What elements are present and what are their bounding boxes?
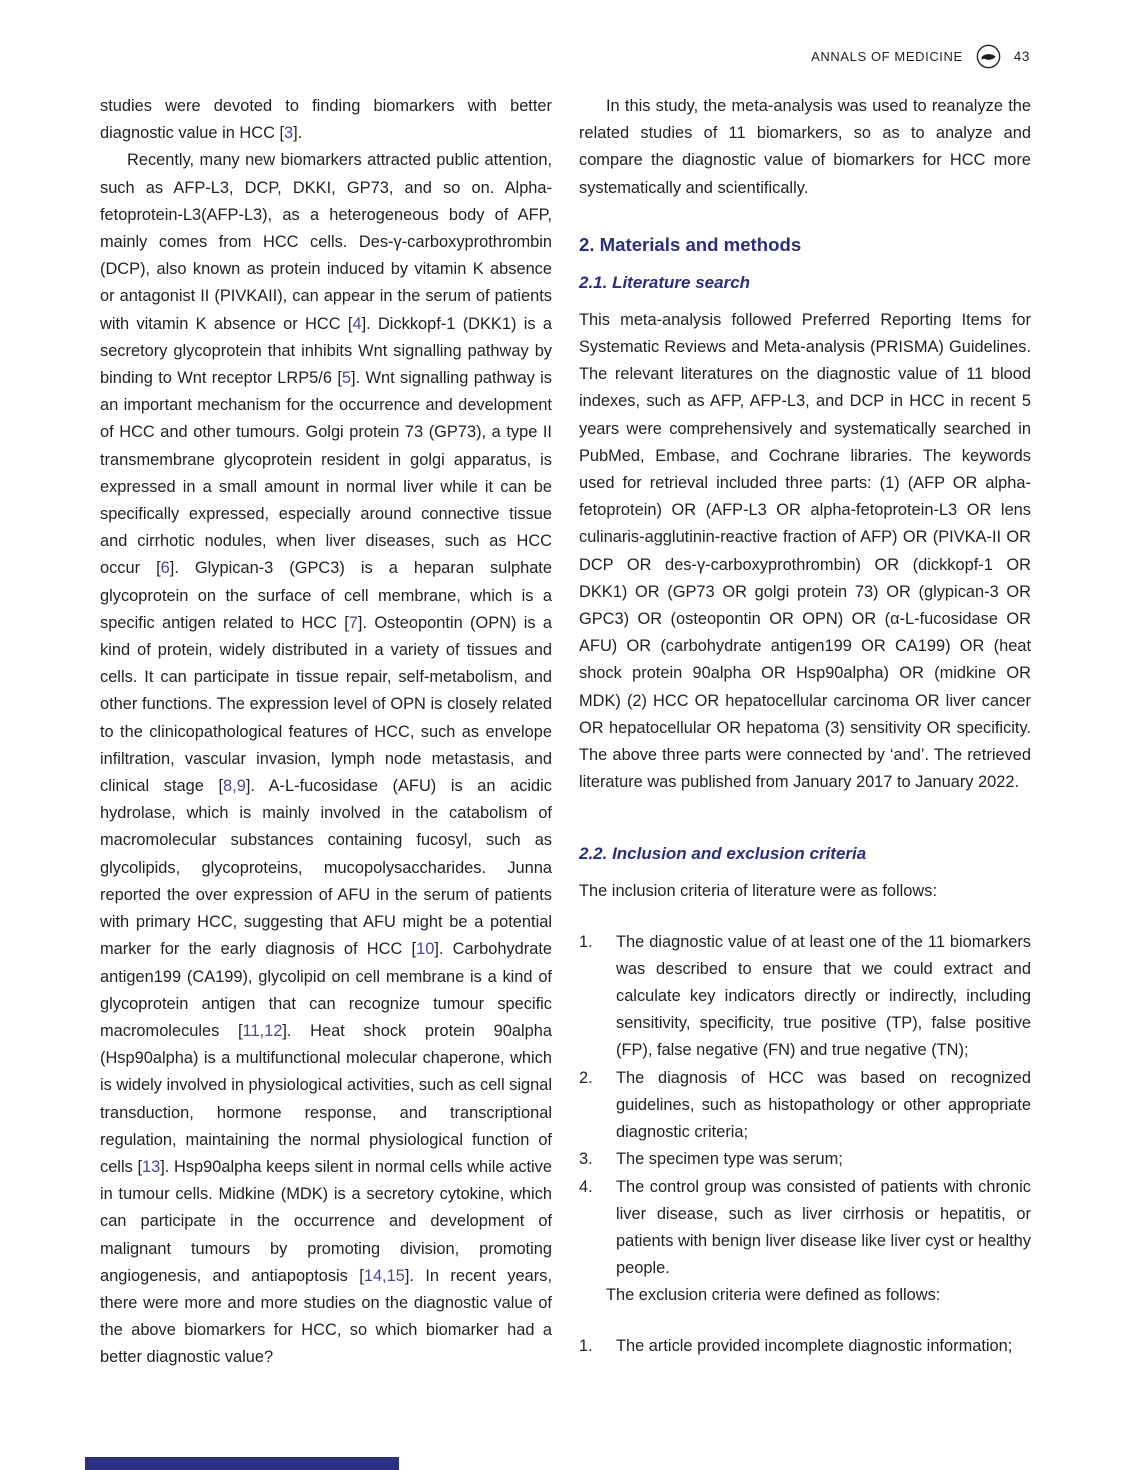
list-item xyxy=(579,1065,1031,1147)
left-column xyxy=(100,93,552,1372)
paragraph-study-aim: In this study, the meta-analysis was used to reanalyze the related studies of 11 biomarkers, so as to analyze and compare the diagnostic value of biomarkers for HCC more systematically and scientifically. xyxy=(579,97,1031,197)
citation-ref[interactable]: 7 xyxy=(348,613,358,632)
list-item-text: The diagnosis of HCC was based on recognized guidelines, such as histopathology or other appropriate diagnostic criteria; xyxy=(616,1068,1031,1142)
list-item-number: 1. xyxy=(579,1336,593,1355)
journal-name: ANNALS OF MEDICINE xyxy=(811,49,963,64)
citation-ref[interactable]: 10 xyxy=(416,940,435,959)
taylor-francis-logo-icon xyxy=(976,44,1001,69)
list-item-text: The article provided incomplete diagnostic information; xyxy=(616,1336,1013,1355)
list-item xyxy=(579,1146,1031,1173)
paragraph-inclusion-intro: The inclusion criteria of literature were as follows: xyxy=(579,882,938,901)
page-number: 43 xyxy=(1013,49,1030,64)
section-heading-materials-methods: 2. Materials and methods xyxy=(579,233,802,255)
citation-ref[interactable]: 3 xyxy=(284,124,294,143)
citation-ref[interactable]: 5 xyxy=(341,369,352,388)
subsection-heading-literature-search: 2.1. Literature search xyxy=(579,272,751,292)
cutoff-bottom-blue-bar xyxy=(85,1457,399,1470)
list-item-number: 2. xyxy=(579,1068,593,1087)
paragraph-literature-search: This meta-analysis followed Preferred Reporting Items for Systematic Reviews and Meta-analysis (PRISMA) Guidelines. The relevant literatures on the diagnostic value of 11 blood indexes, such as AFP, AFP-L3, and DCP in HCC in recent 5 years were comprehensively and systematically searched in PubMed, Embase, and Cochrane libraries. The keywords used for retrieval included three parts: (1) (AFP OR alpha-fetoprotein) OR (AFP-L3 OR alpha-fetoprotein-L3 OR lens culinaris-agglutinin-reactive fraction of AFP) OR (PIVKA-II OR DCP OR des-γ-carboxyprothrombin) OR (dickkopf-1 OR DKK1) OR (GP73 OR golgi protein 73) OR (glypican-3 OR GPC3) OR (osteopontin OR OPN) OR (α-L-fucosidase OR AFU) OR (carbohydrate antigen199 OR CA199) OR (heat shock protein 90alpha OR Hsp90alpha) OR (midkine OR MDK) (2) HCC OR hepatocellular carcinoma OR liver cancer OR hepatocellular OR hepatoma (3) sensitivity OR specificity. The above three parts were connected by ‘and’. The retrieved literature was published from January 2017 to January 2022. xyxy=(579,310,1031,792)
citation-ref[interactable]: 11,12 xyxy=(242,1021,283,1040)
exclusion-criteria-list xyxy=(579,1333,1031,1360)
list-item-text: The specimen type was serum; xyxy=(616,1150,843,1169)
citation-ref[interactable]: 13 xyxy=(142,1157,161,1176)
citation-ref[interactable]: 14,15 xyxy=(363,1266,405,1285)
right-column xyxy=(579,93,1031,1372)
paragraph-exclusion-intro: The exclusion criteria were defined as follows: xyxy=(606,1286,941,1305)
running-head xyxy=(100,44,1030,69)
list-item xyxy=(579,929,1031,1065)
list-item xyxy=(579,1333,1031,1360)
list-item-text: The control group was consisted of patients with chronic liver disease, such as liver cirrhosis or hepatitis, or patients with benign liver disease like liver cyst or healthy people. xyxy=(616,1177,1031,1278)
paragraph-intro-continuation: studies were devoted to finding biomarkers with better diagnostic value in HCC [3]. xyxy=(100,97,552,143)
subsection-heading-inclusion-exclusion: 2.2. Inclusion and exclusion criteria xyxy=(579,844,867,864)
list-item-number: 1. xyxy=(579,932,593,951)
list-item-number: 4. xyxy=(579,1177,593,1196)
citation-ref[interactable]: 6 xyxy=(160,559,170,578)
list-item xyxy=(579,1174,1031,1283)
paragraph-biomarkers-overview: Recently, many new biomarkers attracted public attention, such as AFP-L3, DCP, DKKI, GP73, and so on. Alpha-fetoprotein-L3(AFP-L3), as a heterogeneous body of AFP, mainly comes from HCC cells. Des-γ-carboxyprothrombin (DCP), also known as protein induced by vitamin K absence or antagonist II (PIVKAII), can appear in the serum of patients with vitamin K absence or HCC [4]. Dickkopf-1 (DKK1) is a secretory glycoprotein that inhibits Wnt signalling pathway by binding to Wnt receptor LRP5/6 [5]. Wnt signalling pathway is an important mechanism for the occurrence and development of HCC and other tumours. Golgi protein 73 (GP73), a type II transmembrane glycoprotein resident in golgi apparatus, is expressed in a small amount in normal liver while it can be specifically expressed, especially around connective tissue and cirrhotic nodules, when liver diseases, such as HCC occur [6]. Glypican-3 (GPC3) is a heparan sulphate glycoprotein on the surface of cell membrane, which is a specific antigen related to HCC [7]. Osteopontin (OPN) is a kind of protein, widely distributed in a variety of tissues and cells. It can participate in tissue repair, self-metabolism, and other functions. The expression level of OPN is closely related to the clinicopathological features of HCC, such as envelope infiltration, vascular invasion, lymph node metastasis, and clinical stage [8,9]. A-L-fucosidase (AFU) is an acidic hydrolase, which is mainly involved in the catabolism of macromolecular substances containing fucosyl, such as glycolipids, glycoproteins, mucopolysaccharides. Junna reported the over expression of AFU in the serum of patients with primary HCC, suggesting that AFU might be a potential marker for the early diagnosis of HCC [10]. Carbohydrate antigen199 (CA199), glycolipid on cell membrane is a kind of glycoprotein antigen that can recognize tumour specific macromolecules [11,12]. Heat shock protein 90alpha (Hsp90alpha) is a multifunctional molecular chaperone, which is widely involved in physiological activities, such as cell signal transduction, hormone response, and transcriptional regulation, maintaining the normal physiological function of cells [13]. Hsp90alpha keeps silent in normal cells while active in tumour cells. Midkine (MDK) is a secretory cytokine, which can participate in the occurrence and development of malignant tumours by promoting division, promoting angiogenesis, and antiapoptosis [14,15]. In recent years, there were more and more studies on the diagnostic value of the above biomarkers for HCC, so which biomarker had a better diagnostic value? xyxy=(100,151,552,1367)
article-body xyxy=(100,93,1030,1372)
citation-ref[interactable]: 8,9 xyxy=(223,777,246,796)
inclusion-criteria-list xyxy=(579,929,1031,1283)
citation-ref[interactable]: 4 xyxy=(352,314,362,333)
list-item-text: The diagnostic value of at least one of the 11 biomarkers was described to ensure that we could extract and calculate key indicators directly or indirectly, including sensitivity, specificity, true positive (TP), false positive (FP), false negative (FN) and true negative (TN); xyxy=(616,932,1031,1060)
list-item-number: 3. xyxy=(579,1150,593,1169)
